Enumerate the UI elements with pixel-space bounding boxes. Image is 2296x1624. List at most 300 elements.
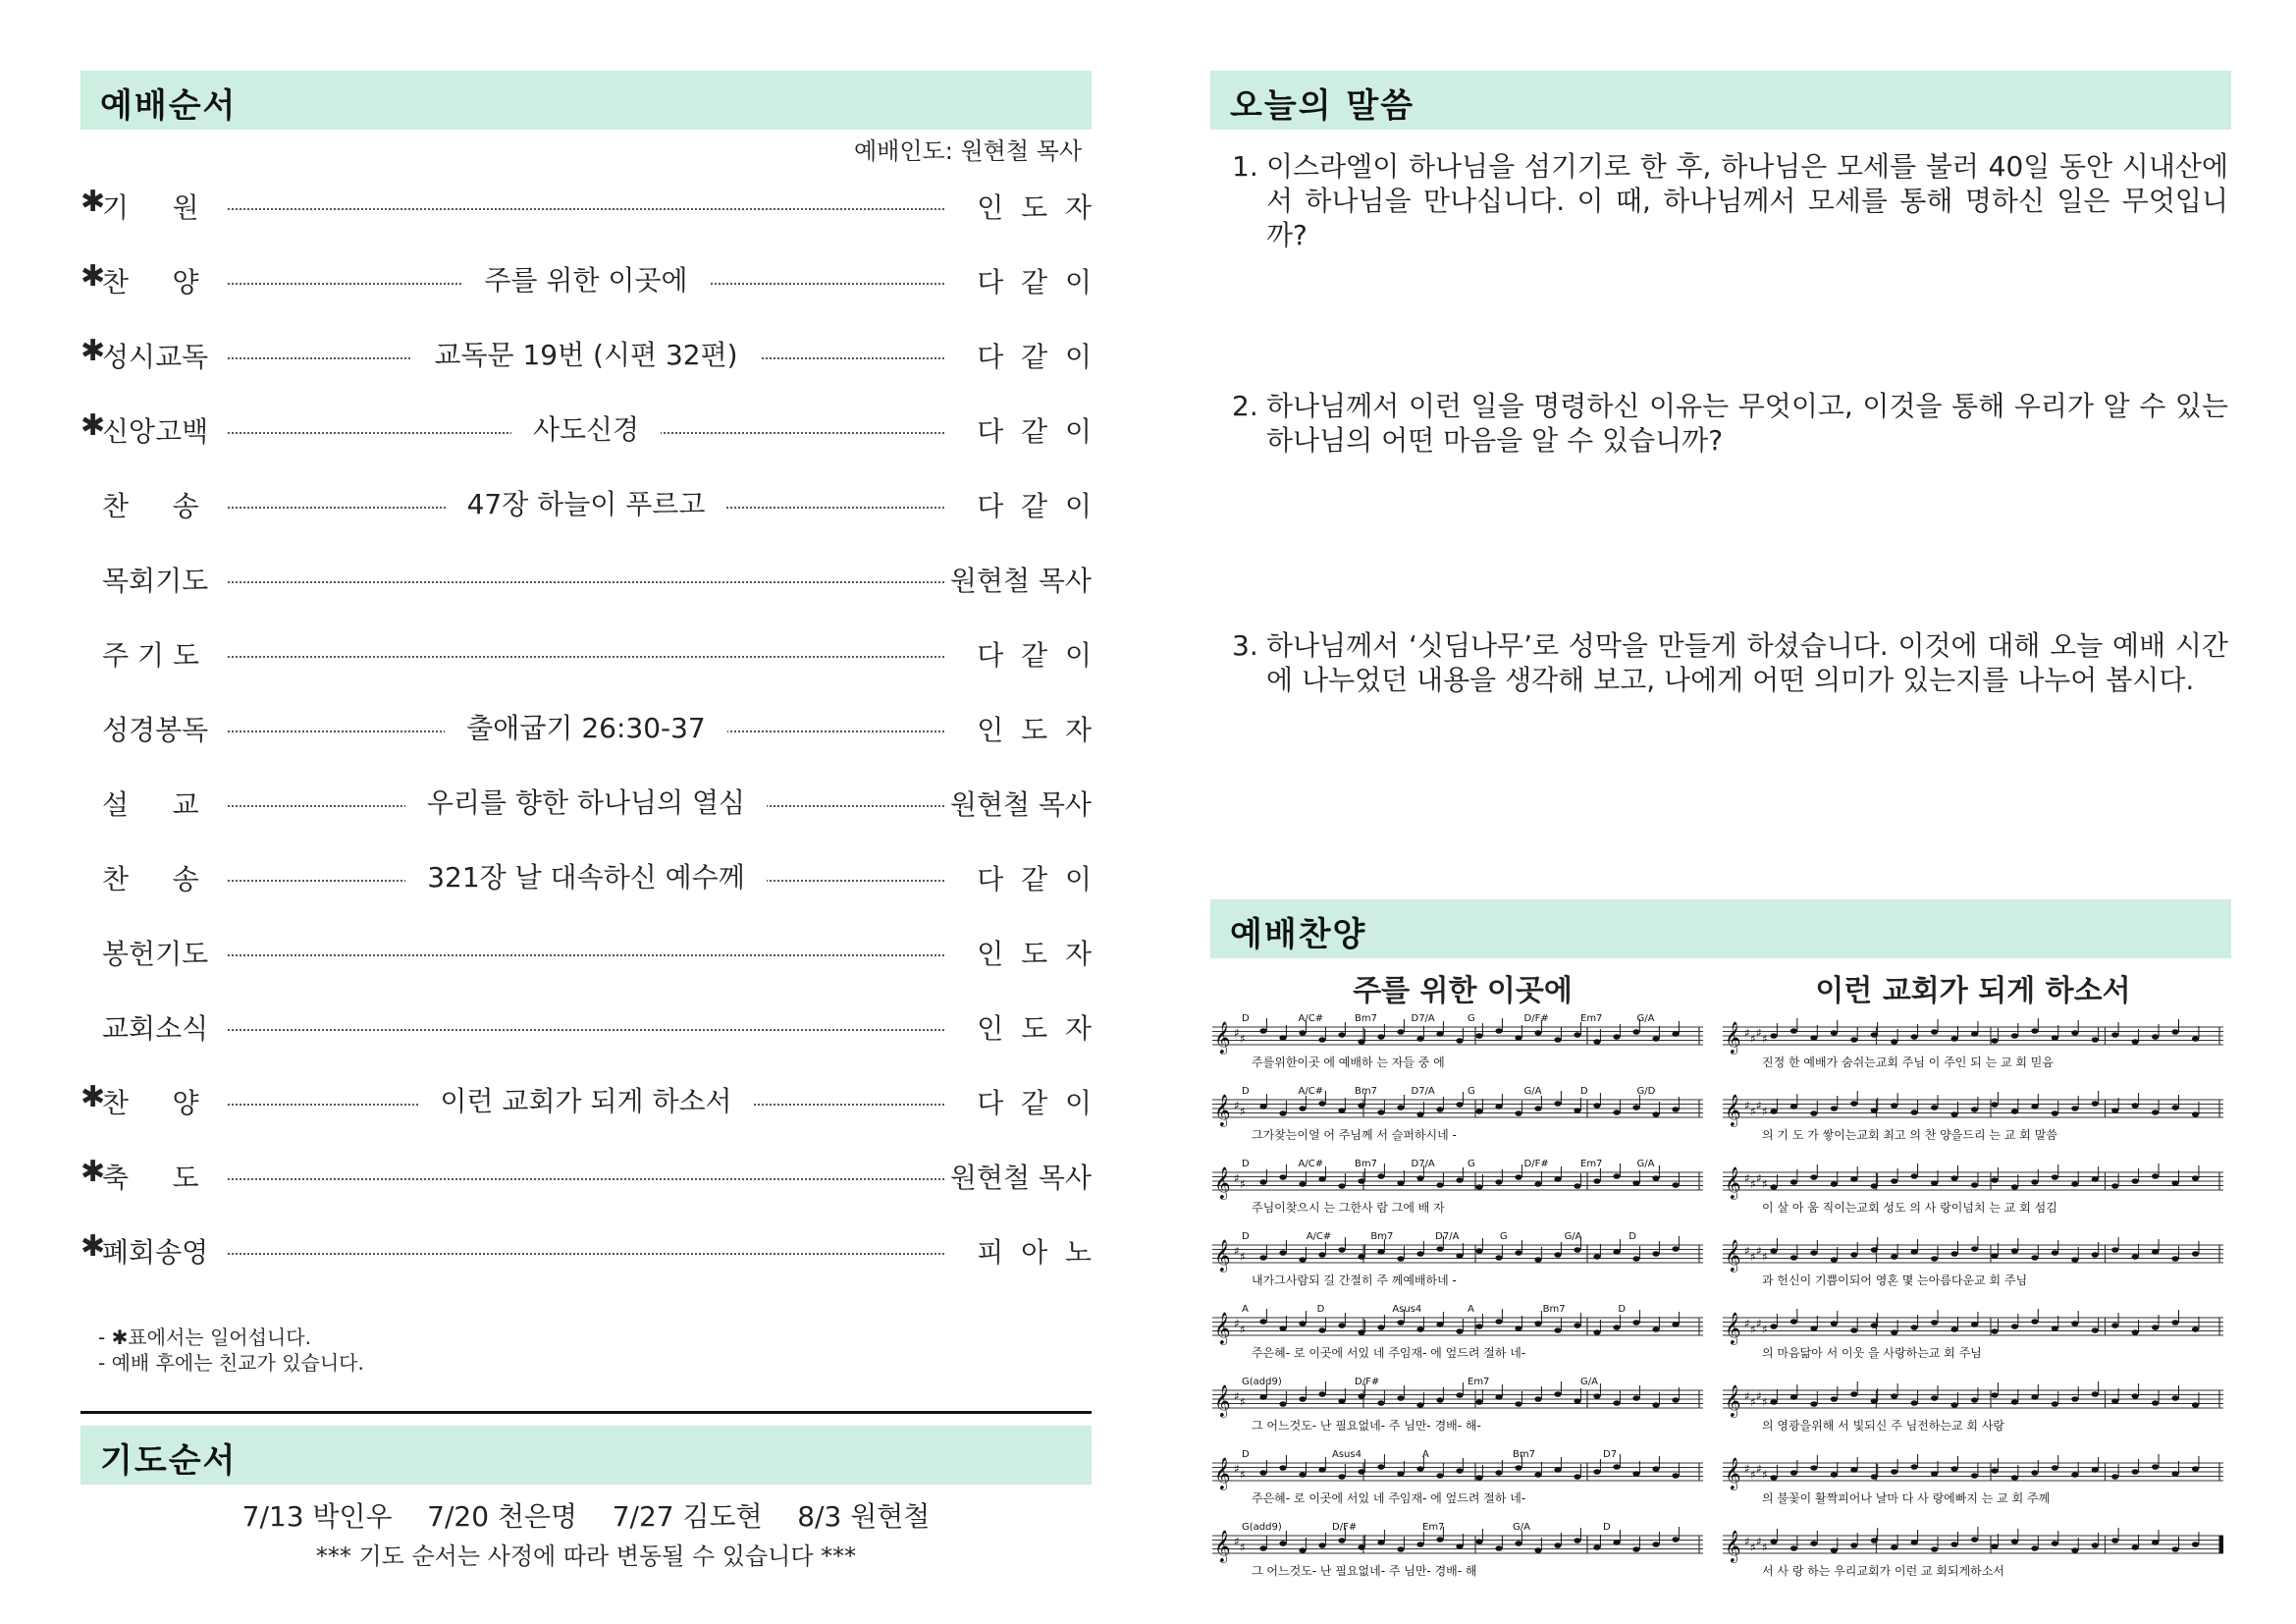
order-item-detail-wrap <box>228 408 944 448</box>
note-head <box>1810 1401 1817 1407</box>
order-item-detail-wrap <box>228 707 944 746</box>
note-head <box>1931 1395 1938 1401</box>
note-head <box>1672 1031 1679 1037</box>
note-head <box>2031 1255 2038 1261</box>
note-head <box>1299 1547 1306 1553</box>
note-head <box>1850 1101 1857 1107</box>
order-row <box>80 856 1092 899</box>
note-head <box>2192 1111 2199 1117</box>
question-text: 이스라엘이 하나님을 섬기기로 한 후, 하나님은 모세를 불러 40일 동안 시내산에서 하나님을 만나십니다. 이 때, 하나님께서 모세를 통해 명하신 일은 무엇입니까? <box>1266 150 2228 251</box>
note-head <box>1991 1328 1998 1334</box>
note-head <box>1871 1247 1878 1253</box>
chord-symbol: G <box>1468 1159 1475 1169</box>
order-row <box>80 483 1092 526</box>
standing-mark: ✱ <box>80 408 106 443</box>
note-head <box>2171 1395 2178 1401</box>
note-head <box>2111 1398 2118 1404</box>
chord-symbol: D <box>1603 1522 1611 1533</box>
note-head <box>1831 1547 1838 1553</box>
key-sharp: ♯ <box>1756 1462 1762 1476</box>
chord-symbol: D <box>1242 1013 1250 1024</box>
note-head <box>1377 1540 1384 1545</box>
order-row <box>80 408 1092 452</box>
note-head <box>1850 1252 1857 1258</box>
treble-clef: 𝄞 <box>1214 1457 1231 1489</box>
note-head <box>1871 1032 1878 1038</box>
chord-symbol: D <box>1580 1086 1588 1097</box>
order-header <box>80 71 1092 130</box>
chord-symbol: D <box>1242 1231 1250 1242</box>
note-head <box>1790 1470 1797 1476</box>
note-head <box>2031 1104 2038 1110</box>
chord-symbol: Em7 <box>1580 1159 1603 1169</box>
note-head <box>1515 1401 1522 1407</box>
lyric-line: 의 마음닮아 서 이웃 을 사랑하는교 회 주님 <box>1762 1346 1982 1360</box>
note-head <box>1554 1101 1561 1107</box>
note-head <box>2031 1028 2038 1034</box>
note-head <box>2171 1320 2178 1326</box>
note-head <box>1770 1248 1777 1254</box>
order-item-label: 성경봉독 <box>102 714 209 746</box>
word-header <box>1210 71 2231 130</box>
note-head <box>1632 1029 1639 1035</box>
note-head <box>2171 1546 2178 1552</box>
note-head <box>2111 1247 2118 1253</box>
order-item-label: 교회소식 <box>102 1012 209 1045</box>
note-head <box>1338 1183 1345 1189</box>
note-head <box>1790 1319 1797 1325</box>
chord-symbol: G/D <box>1636 1086 1656 1097</box>
order-row <box>80 334 1092 377</box>
note-head <box>1358 1393 1364 1399</box>
note-head <box>1574 1247 1580 1253</box>
key-sharp: ♯ <box>1762 1395 1768 1409</box>
note-head <box>1259 1319 1266 1325</box>
chord-symbol: G <box>1499 1231 1508 1242</box>
note-head <box>1831 1030 1838 1036</box>
key-sharp: ♯ <box>1762 1032 1768 1046</box>
note-head <box>2171 1256 2178 1262</box>
question-text: 하나님께서 ‘싯딤나무’로 성막을 만들게 하셨습니다. 이것에 대해 오늘 예배 시간에 나누었던 내용을 생각해 보고, 나에게 어떤 의미가 있는지를 나누어 봅시다. <box>1266 629 2228 696</box>
order-item-performer: 인 도 자 <box>977 938 1092 970</box>
note-head <box>1593 1039 1600 1045</box>
key-sharp: ♯ <box>1744 1099 1750 1112</box>
key-sharp: ♯ <box>1240 1468 1246 1482</box>
lyric-line: 내가그사람되 길 간절히 주 께예배하네 - <box>1252 1273 1457 1287</box>
note-head <box>2192 1326 2199 1332</box>
order-title: 예배순서 <box>100 86 238 126</box>
note-head <box>1495 1104 1502 1110</box>
note-head <box>1456 1328 1463 1334</box>
note-head <box>1279 1110 1286 1116</box>
note-head <box>1931 1256 1938 1262</box>
chord-symbol: Em7 <box>1422 1522 1445 1533</box>
key-sharp: ♯ <box>1240 1323 1246 1336</box>
key-sharp: ♯ <box>1756 1535 1762 1548</box>
chord-symbol: G/A <box>1513 1522 1530 1533</box>
chord-symbol: A/C# <box>1298 1086 1324 1097</box>
key-sharp: ♯ <box>1240 1541 1246 1554</box>
note-head <box>1613 1034 1620 1040</box>
note-head <box>1850 1037 1857 1043</box>
standing-mark: ✱ <box>80 334 106 368</box>
note-head <box>1871 1474 1878 1480</box>
note-head <box>1950 1175 1957 1181</box>
note-head <box>1299 1106 1306 1111</box>
chord-symbol: A <box>1422 1449 1429 1460</box>
note-head <box>1299 1030 1306 1036</box>
order-item-performer: 다 같 이 <box>977 341 1092 373</box>
note-head <box>1456 1038 1463 1044</box>
note-head <box>2111 1032 2118 1038</box>
note-head <box>2192 1251 2199 1257</box>
note-head <box>1495 1470 1502 1476</box>
note-head <box>1891 1178 1897 1184</box>
note-head <box>1911 1034 1918 1040</box>
note-head <box>1534 1106 1541 1111</box>
note-head <box>1652 1466 1659 1472</box>
note-head <box>1632 1180 1639 1186</box>
note-head <box>1950 1111 1957 1117</box>
note-head <box>1259 1545 1266 1551</box>
lyric-line: 주은혜- 로 이곳에 서있 네 주임재- 에 엎드려 절하 네- <box>1252 1346 1526 1360</box>
note-head <box>1770 1109 1777 1114</box>
note-head <box>2111 1538 2118 1543</box>
note-head <box>1831 1106 1838 1111</box>
note-head <box>1672 1107 1679 1112</box>
note-head <box>1871 1538 1878 1543</box>
note-head <box>1790 1179 1797 1185</box>
note-head <box>2132 1178 2139 1184</box>
order-item-performer: 원현철 목사 <box>949 565 1092 597</box>
chord-symbol: D <box>1242 1449 1250 1460</box>
note-head <box>2071 1396 2078 1402</box>
note-head <box>1950 1402 1957 1408</box>
note-head <box>2171 1029 2178 1035</box>
key-sharp: ♯ <box>1240 1250 1246 1264</box>
prayer-title: 기도순서 <box>100 1441 238 1481</box>
note-head <box>1911 1249 1918 1255</box>
order-item-performer: 피 아 노 <box>977 1236 1092 1269</box>
key-sharp: ♯ <box>1762 1468 1768 1482</box>
note-head <box>1593 1544 1600 1550</box>
lyric-line: 의 영광을위해 서 빛되신 주 님전하는교 회 사랑 <box>1762 1419 2004 1433</box>
chord-symbol: G/A <box>1523 1086 1542 1097</box>
note-head <box>1358 1544 1364 1550</box>
note-head <box>1770 1539 1777 1544</box>
note-head <box>1475 1539 1482 1544</box>
lyric-line: 그가찾는이얼 어 주님께 서 슬퍼하시네 - <box>1252 1128 1457 1142</box>
chord-symbol: A <box>1468 1304 1474 1315</box>
note-head <box>1871 1398 1878 1404</box>
chord-symbol: D/F# <box>1355 1377 1380 1387</box>
note-head <box>1338 1032 1345 1038</box>
order-row <box>80 259 1092 302</box>
note-head <box>1971 1182 1978 1188</box>
note-head <box>1891 1329 1897 1335</box>
order-item-detail-wrap <box>228 1080 944 1119</box>
note-head <box>1534 1030 1541 1036</box>
note-head <box>1632 1256 1639 1262</box>
note-head <box>1416 1251 1423 1257</box>
note-head <box>1495 1394 1502 1400</box>
lyric-line: 진정 한 예배가 숨쉬는교회 주님 이 주인 되 는 교 회 믿음 <box>1762 1056 2054 1069</box>
note-head <box>1891 1103 1897 1109</box>
note-head <box>1515 1541 1522 1546</box>
chord-symbol: G(add9) <box>1242 1377 1282 1387</box>
note-head <box>1770 1033 1777 1039</box>
note-head <box>2171 1471 2178 1477</box>
note-head <box>1377 1034 1384 1040</box>
note-head <box>2092 1252 2099 1258</box>
key-sharp: ♯ <box>1744 1462 1750 1476</box>
chord-symbol: D <box>1242 1086 1250 1097</box>
note-head <box>1259 1470 1266 1476</box>
chord-symbol: A/C# <box>1306 1231 1332 1242</box>
note-head <box>1318 1252 1325 1258</box>
question-text: 하나님께서 이런 일을 명령하신 이유는 무엇이고, 이것을 통해 우리가 알 수 있는 하나님의 어떤 마음을 알 수 있습니까? <box>1266 390 2228 457</box>
note-head <box>1279 1326 1286 1331</box>
note-head <box>1318 1327 1325 1333</box>
treble-clef: 𝄞 <box>1725 1457 1741 1489</box>
note-head <box>1810 1250 1817 1256</box>
note-head <box>1632 1395 1639 1401</box>
key-sharp: ♯ <box>1750 1250 1756 1264</box>
order-row <box>80 1229 1092 1272</box>
note-head <box>2052 1326 2058 1331</box>
leader-dots <box>228 954 944 956</box>
chord-symbol: D <box>1316 1304 1325 1315</box>
chord-symbol: Bm7 <box>1355 1013 1377 1024</box>
note-head <box>2132 1329 2139 1335</box>
note-head <box>1495 1255 1502 1261</box>
note-head <box>1377 1110 1384 1115</box>
note-head <box>1850 1543 1857 1548</box>
note-head <box>2192 1175 2199 1181</box>
lyric-line: 그 어느것도- 난 필요없네- 주 님만- 경배- 해- <box>1252 1419 1481 1433</box>
note-head <box>1554 1467 1561 1473</box>
note-head <box>1613 1400 1620 1406</box>
note-head <box>1950 1251 1957 1257</box>
note-head <box>2132 1544 2139 1550</box>
note-head <box>2052 1174 2058 1180</box>
note-head <box>1790 1545 1797 1551</box>
chord-symbol: Em7 <box>1580 1013 1603 1024</box>
question-number: 1. <box>1232 150 1258 183</box>
key-sharp: ♯ <box>1744 1026 1750 1040</box>
note-head <box>1397 1320 1404 1326</box>
lyric-line: 의 기 도 가 쌓이는교회 최고 의 찬 양을드리 는 교 회 말씀 <box>1762 1128 2057 1142</box>
word-title: 오늘의 말씀 <box>1230 86 1415 126</box>
treble-clef: 𝄞 <box>1214 1239 1231 1272</box>
note-head <box>1652 1175 1659 1181</box>
note-head <box>1632 1320 1639 1326</box>
order-item-label: 찬 양 <box>102 266 199 298</box>
lyric-line: 주님이찾으시 는 그한사 람 그에 배 자 <box>1252 1201 1445 1215</box>
order-item-detail-wrap <box>228 856 944 895</box>
chord-symbol: D <box>1618 1304 1627 1315</box>
note-head <box>1475 1399 1482 1405</box>
note-head <box>1416 1175 1423 1181</box>
note-head <box>1871 1108 1878 1113</box>
note-head <box>2152 1325 2159 1330</box>
note-head <box>1931 1546 1938 1552</box>
key-sharp: ♯ <box>1762 1105 1768 1118</box>
key-sharp: ♯ <box>1750 1105 1756 1118</box>
chord-symbol: D <box>1629 1231 1636 1242</box>
note-head <box>2132 1103 2139 1109</box>
note-head <box>1931 1320 1938 1326</box>
note-head <box>1950 1036 1957 1042</box>
treble-clef: 𝄞 <box>1214 1384 1231 1417</box>
key-sharp: ♯ <box>1750 1395 1756 1409</box>
chord-symbol: Asus4 <box>1332 1449 1362 1460</box>
note-head <box>1358 1103 1364 1109</box>
note-head <box>1632 1546 1639 1552</box>
note-head <box>2071 1106 2078 1111</box>
note-stand: - ✱표에서는 일어섭니다. <box>98 1326 311 1349</box>
note-head <box>2071 1181 2078 1187</box>
note-head <box>1416 1326 1423 1332</box>
note-head <box>1891 1544 1897 1550</box>
section-divider <box>80 1411 1092 1414</box>
note-head <box>1534 1396 1541 1402</box>
note-head <box>2192 1402 2199 1408</box>
note-head <box>1574 1032 1580 1038</box>
order-row <box>80 632 1092 676</box>
note-head <box>1495 1319 1502 1325</box>
note-head <box>1810 1541 1817 1546</box>
note-head <box>1436 1182 1443 1188</box>
treble-clef: 𝄞 <box>1214 1530 1231 1562</box>
note-head <box>1515 1174 1522 1180</box>
note-head <box>1416 1036 1423 1042</box>
note-head <box>1891 1254 1897 1260</box>
note-head <box>1652 1402 1659 1408</box>
chord-symbol: Bm7 <box>1513 1449 1535 1460</box>
note-head <box>1891 1469 1897 1475</box>
note-head <box>1377 1325 1384 1330</box>
note-head <box>1338 1538 1345 1543</box>
note-head <box>1338 1398 1345 1404</box>
note-head <box>1574 1538 1580 1543</box>
key-sharp: ♯ <box>1234 1317 1240 1330</box>
note-head <box>1770 1184 1777 1190</box>
note-head <box>1911 1540 1918 1545</box>
note-head <box>1279 1035 1286 1041</box>
chord-symbol: A/C# <box>1298 1159 1324 1169</box>
note-head <box>1495 1179 1502 1185</box>
chord-symbol: G/A <box>1636 1013 1655 1024</box>
note-head <box>1397 1546 1404 1552</box>
note-head <box>1613 1325 1620 1330</box>
key-sharp: ♯ <box>1756 1244 1762 1258</box>
chord-symbol: G(add9) <box>1242 1522 1282 1533</box>
lyric-line: 이 살 아 움 직이는교회 성도 의 사 랑이넘치 는 교 회 섬김 <box>1762 1201 2057 1215</box>
note-head <box>1318 1101 1325 1107</box>
key-sharp: ♯ <box>1240 1105 1246 1118</box>
note-head <box>1632 1471 1639 1477</box>
note-head <box>2132 1039 2139 1045</box>
note-head <box>1338 1474 1345 1480</box>
order-item-detail: 47장 하늘이 푸르고 <box>446 488 727 520</box>
note-head <box>2092 1391 2099 1397</box>
note-head <box>1891 1393 1897 1399</box>
note-head <box>1397 1471 1404 1477</box>
note-head <box>1515 1035 1522 1041</box>
note-head <box>1279 1250 1286 1256</box>
note-head <box>1971 1107 1978 1112</box>
note-head <box>1554 1391 1561 1397</box>
chord-symbol: G <box>1468 1086 1475 1097</box>
note-head <box>1652 1251 1659 1257</box>
note-head <box>1318 1467 1325 1473</box>
note-head <box>1810 1174 1817 1180</box>
order-item-label: 봉헌기도 <box>102 938 209 970</box>
note-head <box>2031 1394 2038 1400</box>
key-sharp: ♯ <box>1750 1541 1756 1554</box>
note-head <box>1534 1472 1541 1478</box>
note-head <box>2132 1393 2139 1399</box>
order-item-detail: 우리를 향한 하나님의 열심 <box>405 786 767 819</box>
note-head <box>1436 1246 1443 1252</box>
order-row <box>80 1005 1092 1049</box>
note-head <box>1672 1246 1679 1252</box>
order-item-detail-wrap <box>228 782 944 821</box>
chord-symbol: Bm7 <box>1542 1304 1566 1315</box>
note-head <box>1652 1326 1659 1332</box>
note-head <box>1574 1108 1580 1113</box>
note-head <box>2052 1401 2058 1407</box>
note-head <box>2011 1539 2018 1544</box>
note-head <box>1436 1473 1443 1479</box>
note-head <box>1593 1393 1600 1399</box>
order-row <box>80 782 1092 825</box>
note-head <box>1831 1396 1838 1402</box>
note-head <box>2052 1110 2058 1116</box>
question-number: 2. <box>1232 390 1258 422</box>
note-fellowship: - 예배 후에는 친교가 있습니다. <box>98 1351 364 1375</box>
key-sharp: ♯ <box>1756 1171 1762 1185</box>
leader-dots <box>228 1029 944 1031</box>
treble-clef: 𝄞 <box>1214 1166 1231 1199</box>
lyric-line: 주를위한이곳 에 예배하 는 자들 중 에 <box>1252 1056 1445 1069</box>
note-head <box>1831 1181 1838 1187</box>
prayer-schedule: 7/13 박인우 7/20 천은명 7/27 김도현 8/3 원현철 <box>241 1500 931 1533</box>
chord-symbol: G/A <box>1636 1159 1655 1169</box>
note-head <box>1652 1542 1659 1547</box>
note-head <box>1891 1039 1897 1045</box>
order-item-performer: 인 도 자 <box>977 714 1092 746</box>
note-head <box>2092 1176 2099 1182</box>
note-head <box>1416 1466 1423 1472</box>
note-head <box>1456 1468 1463 1474</box>
note-head <box>2092 1327 2099 1333</box>
note-head <box>1991 1468 1998 1474</box>
note-head <box>1338 1108 1345 1113</box>
chord-symbol: Bm7 <box>1355 1086 1377 1097</box>
note-head <box>2052 1541 2058 1546</box>
note-head <box>2192 1036 2199 1042</box>
note-head <box>1574 1183 1580 1189</box>
order-item-performer: 다 같 이 <box>977 415 1092 448</box>
note-head <box>1971 1537 1978 1543</box>
key-sharp: ♯ <box>1240 1177 1246 1191</box>
key-sharp: ♯ <box>1234 1244 1240 1258</box>
note-head <box>1790 1028 1797 1034</box>
note-head <box>1436 1031 1443 1037</box>
note-head <box>1790 1104 1797 1110</box>
